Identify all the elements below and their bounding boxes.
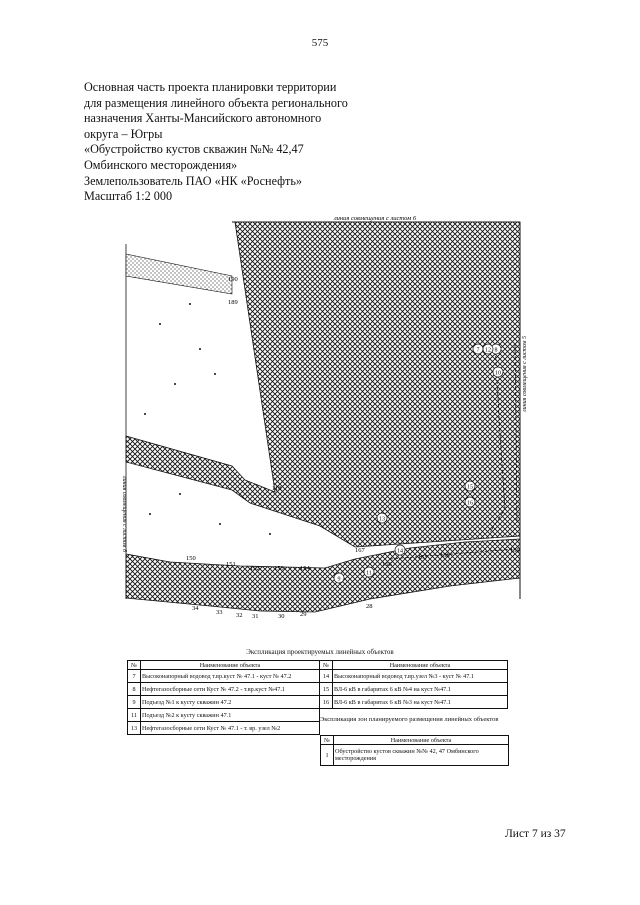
header-line: Масштаб 1:2 000 [84, 189, 173, 204]
zone-table [320, 735, 509, 766]
match-line-left-label: линия совмещения с листом 8 [121, 476, 127, 552]
object-marker: 16 [467, 500, 473, 507]
point-label: 153 [274, 565, 284, 572]
row-number: 14 [320, 670, 333, 683]
row-number: 13 [128, 722, 141, 735]
object-marker: 12 [485, 347, 491, 354]
object-name: Подъезд №1 к кусту скважин 47.2 [141, 696, 320, 709]
object-marker: 11 [366, 570, 372, 577]
header-line: назначения Ханты-Мансийского автономного [84, 111, 322, 126]
point-label: 151 [226, 561, 236, 568]
header-line: Омбинского месторождения» [84, 157, 238, 172]
road-strip [126, 254, 232, 294]
planned-zone-lower [126, 539, 520, 612]
point-label: 33 [216, 609, 223, 616]
objects-table [127, 660, 508, 735]
header-line: «Обустройство кустов скважин №№ 42,47 [84, 142, 304, 157]
point-label: 34 [192, 605, 199, 612]
point-label: 31 [252, 613, 259, 620]
column-header: Наименование объекта [333, 661, 508, 670]
point-label: 189 [228, 299, 238, 306]
row-number: 1 [321, 745, 334, 766]
territory-plan-map [120, 214, 530, 634]
table-row [128, 683, 508, 696]
object-marker: 9 [337, 576, 341, 583]
object-name: Обустройство кустов скважин №№ 42, 47 Омбинского месторождения [334, 745, 509, 766]
point-label: 150 [186, 555, 196, 562]
zone-table-caption: Экспликация зон планируемого размещения линейных объектов [320, 716, 499, 723]
object-name: Подъезд №2 к кусту скважин 47.1 [141, 709, 320, 722]
object-marker: 7 [476, 347, 480, 354]
object-marker: 15 [467, 484, 473, 491]
row-number: 11 [128, 709, 141, 722]
point-label: 158 [440, 552, 450, 559]
header-line: Землепользователь ПАО «НК «Роснефть» [84, 173, 303, 188]
point-label: 190 [228, 276, 238, 283]
point-label: 28 [366, 603, 373, 610]
row-number: 9 [128, 696, 141, 709]
object-name: ВЛ-6 кВ в габаритах 6 кВ №3 на куст №47.1 [333, 696, 508, 709]
table-row [128, 670, 508, 683]
header-line: округа – Югры [84, 126, 163, 141]
point-label: 156 [382, 561, 392, 568]
page-number: 575 [311, 37, 329, 49]
row-number: 7 [128, 670, 141, 683]
header-line: Основная часть проекта планировки территории [84, 80, 337, 94]
object-name: Нефтегазосборные сети Куст № 47.2 - т.вр.куст №47.1 [141, 683, 320, 696]
column-header: № [128, 661, 141, 670]
point-label: 118 [272, 485, 282, 492]
point-label: 29 [300, 611, 307, 618]
document-header [84, 80, 384, 205]
row-number: 16 [320, 696, 333, 709]
sheet-number: Лист 7 из 37 [505, 828, 566, 840]
object-marker: 14 [397, 548, 403, 555]
point-label: 157 [418, 554, 428, 561]
point-label: 152 [250, 565, 260, 572]
object-name: Высоконапорный водовод т.вр.куст № 47.1 - куст № 47.2 [141, 670, 320, 683]
row-number: 15 [320, 683, 333, 696]
object-marker: 13 [379, 516, 385, 523]
point-label: 154 [300, 565, 310, 572]
object-name: Нефтегазосборные сети Куст № 47.1 - т. вр. узел №2 [141, 722, 320, 735]
column-header: Наименование объекта [334, 736, 509, 745]
point-label: 30 [278, 613, 285, 620]
object-marker: 8 [494, 347, 498, 354]
point-label: 167 [355, 547, 365, 554]
point-label: 159 [510, 547, 520, 554]
object-marker: 10 [495, 370, 501, 377]
column-header: Наименование объекта [141, 661, 320, 670]
header-line: для размещения линейного объекта регионального [84, 95, 348, 110]
table-row [321, 745, 509, 766]
objects-table-caption: Экспликация проектируемых линейных объектов [246, 648, 394, 656]
table-row [128, 696, 508, 709]
object-name: Высоконапорный водовод т.вр.узел №3 - куст № 47.1 [333, 670, 508, 683]
match-line-top-label: линия совмещения с листом 6 [333, 215, 417, 222]
column-header: № [321, 736, 334, 745]
match-line-right-label: линия совмещения с листом 5 [522, 336, 528, 412]
column-header: № [320, 661, 333, 670]
object-name: ВЛ-6 кВ в габаритах 6 кВ №4 на куст №47.1 [333, 683, 508, 696]
point-label: 32 [236, 612, 243, 619]
row-number: 8 [128, 683, 141, 696]
